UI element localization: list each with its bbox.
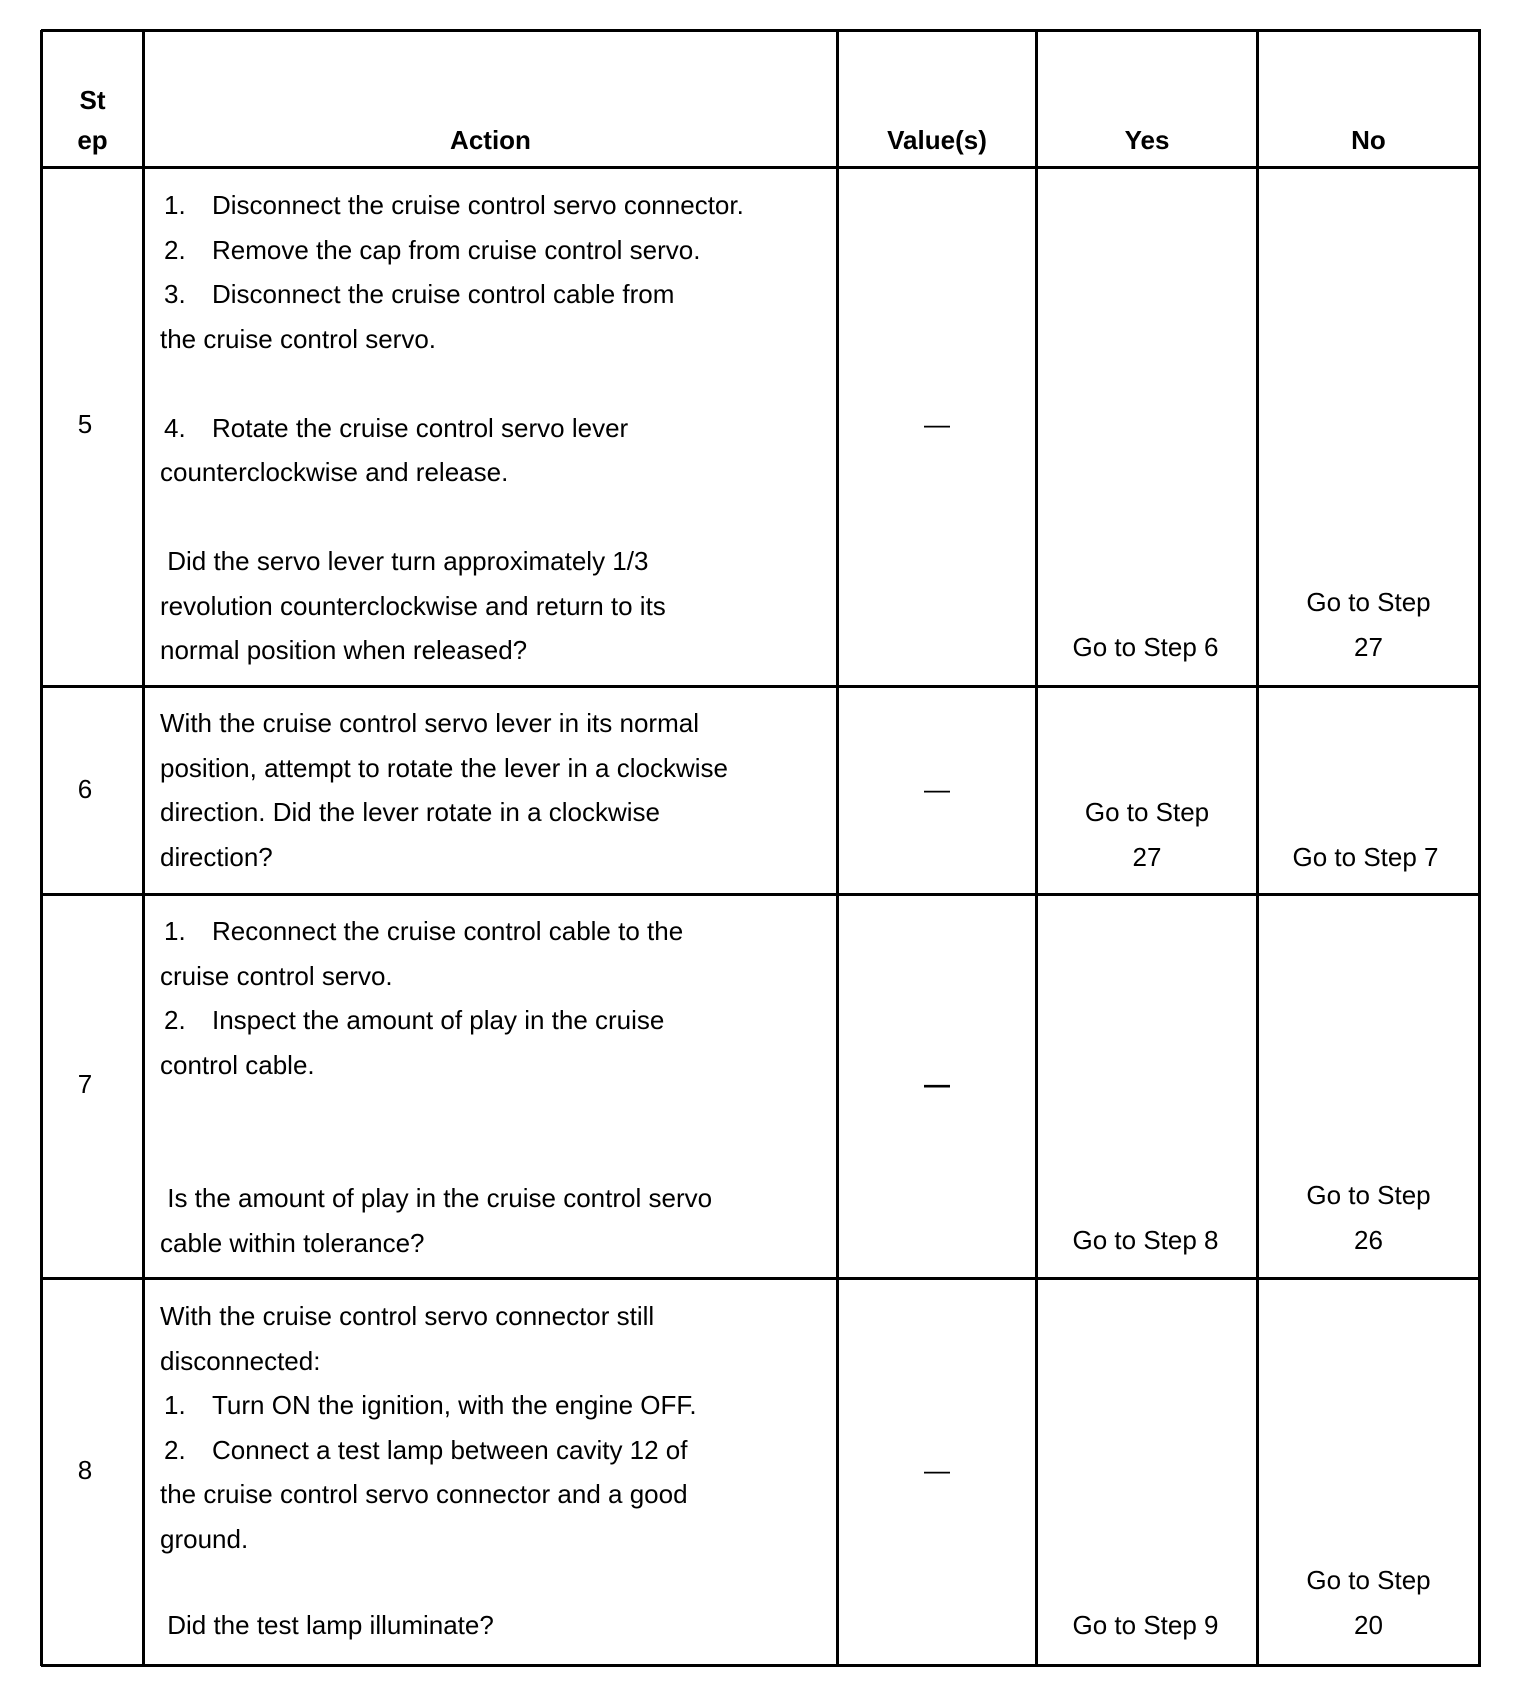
yes-cell: Go to Step 6 bbox=[1072, 632, 1219, 662]
header-divider bbox=[41, 166, 1481, 169]
header-values: Value(s) bbox=[887, 125, 987, 155]
value-cell: — bbox=[924, 774, 950, 804]
value-cell: — bbox=[924, 409, 950, 439]
table-border-left bbox=[40, 30, 43, 1666]
row-divider-5 bbox=[41, 685, 1481, 688]
header-action: Action bbox=[450, 125, 531, 155]
step-number: 8 bbox=[77, 1455, 93, 1485]
no-cell: Go to Step 27 bbox=[1306, 587, 1431, 662]
action-text: 1. Reconnect the cruise control cable to the cruise control servo. 2. Inspect the amount of play in the cruise control cable. Is the amount of play in the cruise control servo cable within tolerance? bbox=[160, 916, 713, 1258]
no-cell: Go to Step 20 bbox=[1306, 1565, 1431, 1640]
header-step: St ep bbox=[77, 85, 108, 155]
row-divider-6 bbox=[41, 893, 1481, 896]
column-divider-action bbox=[836, 30, 839, 1666]
action-text: With the cruise control servo lever in its normal position, attempt to rotate the lever in a clockwise direction. Did the lever rotate in a clockwise direction? bbox=[160, 708, 728, 872]
yes-cell: Go to Step 8 bbox=[1072, 1225, 1219, 1255]
header-no: No bbox=[1351, 125, 1386, 155]
row-divider-7 bbox=[41, 1277, 1481, 1280]
table-border-bottom bbox=[41, 1664, 1481, 1667]
no-cell: Go to Step 7 bbox=[1292, 842, 1439, 872]
table-border-top bbox=[41, 29, 1481, 32]
column-divider-step bbox=[142, 30, 145, 1666]
yes-cell: Go to Step 9 bbox=[1072, 1610, 1219, 1640]
action-text: With the cruise control servo connector still disconnected: 1. Turn ON the ignition, with the engine OFF. 2. Connect a test lamp between cavity 12 of the cruise control servo connector and a good ground. Did the test lamp illuminate? bbox=[160, 1301, 697, 1640]
step-number: 5 bbox=[77, 409, 93, 439]
step-number: 7 bbox=[77, 1069, 93, 1099]
yes-cell: Go to Step 27 bbox=[1084, 797, 1210, 872]
value-cell: — bbox=[924, 1069, 950, 1099]
value-cell: — bbox=[924, 1455, 950, 1485]
step-number: 6 bbox=[77, 774, 93, 804]
no-cell: Go to Step 26 bbox=[1306, 1180, 1431, 1255]
table-border-right bbox=[1478, 30, 1481, 1666]
header-yes: Yes bbox=[1124, 125, 1170, 155]
action-text: 1. Disconnect the cruise control servo connector. 2. Remove the cap from cruise control servo. 3. Disconnect the cruise control cable from the cruise control servo. 4. Rotate the cruise control servo lever counterclockwise and release. Did the servo lever turn approximately 1/3 revolution counterclockwise and return to its normal position when released? bbox=[160, 190, 744, 665]
